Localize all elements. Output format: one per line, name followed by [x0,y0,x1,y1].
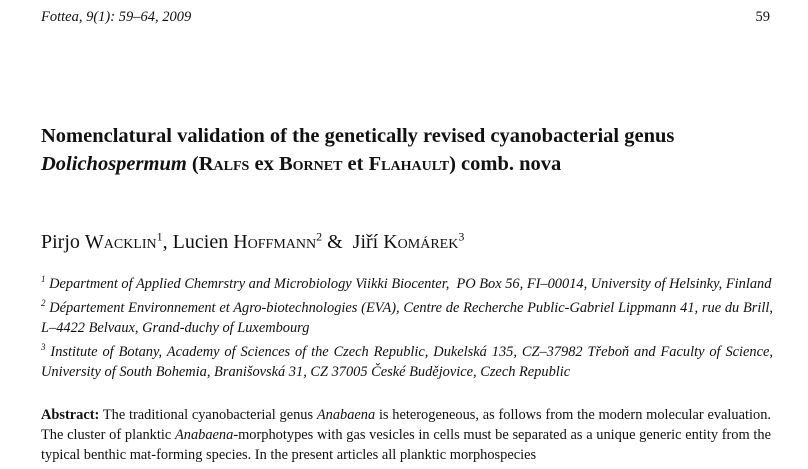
author-last-name: Wacklin [84,230,157,253]
page-number: 59 [755,9,770,25]
abstract-text: is heterogeneous, as follows from the modern molecular evaluation. The cluster of planktic [41,407,771,443]
affiliations [41,270,773,382]
title-et: et [342,153,369,175]
author-last-name: Hoffmann [233,230,317,253]
affiliation-text: Department of Applied Chemrstry and Microbiology Viikki Biocenter, PO Box 56, FI–00014, University of Helsinky, Finland [45,275,772,292]
title-paren-close: ) comb. nova [449,153,562,175]
article-title [41,122,781,178]
author-first-name: Pirjo [41,230,85,253]
author-komarek [353,231,465,253]
journal-reference: Fottea, 9(1): 59–64, 2009 [41,9,192,25]
abstract-text: -morphotypes with gas vesicles in cells must be separated as a unique generic entity from the typical benthic mat-forming species. In the present articles all planktic morphospecies [41,427,771,463]
abstract-label: Abstract: [41,407,100,423]
abstract-paragraph [41,405,771,465]
abstract-genus-name: Anabaena [316,407,376,423]
affiliation-text: Département Environnement et Agro-biotechnologies (EVA), Centre de Recherche Public-Gabriel Lippmann 41, rue du Brill, L–4422 Belvaux, Grand-duchy of Luxembourg [41,300,773,336]
title-line-1: Nomenclatural validation of the genetically revised cyanobacterial genus [41,125,675,147]
author-first-name: Jiří [352,230,384,253]
affiliation-2 [41,294,773,338]
affiliation-number: 1 [41,274,46,284]
title-paren-open: ( [186,153,199,175]
abstract-genus-name: Anabaena [174,427,234,443]
author-separator: , [162,230,173,253]
author-affiliation-number: 3 [458,229,465,243]
title-author-bornet: Bornet [278,153,343,175]
author-hoffmann [173,231,353,253]
title-author-flahault: Flahault [368,153,450,175]
affiliation-number: 2 [41,298,46,309]
author-affiliation-number: 1 [156,229,163,243]
affiliation-number: 3 [41,342,46,353]
author-wacklin [41,231,173,253]
affiliation-3 [41,338,773,382]
title-ex: ex [249,153,279,175]
title-genus: Dolichospermum [41,153,187,175]
author-last-name: Komárek [383,230,459,253]
author-affiliation-number: 2 [316,229,323,243]
abstract-text: The traditional cyanobacterial genus [99,407,317,423]
title-author-ralfs: Ralfs [198,153,250,175]
author-separator: & [322,230,353,253]
author-first-name: Lucien [172,230,234,253]
affiliation-1 [41,270,773,294]
abstract [41,405,771,465]
author-list [41,222,464,256]
affiliation-text: Institute of Botany, Academy of Sciences of the Czech Republic, Dukelská 135, CZ–37982 Třeboň and Faculty of Science, University of South Bohemia, Branišovská 31, CZ 37005 České Budějovice, Czech Republic [41,344,773,380]
title-line-2 [41,150,781,178]
